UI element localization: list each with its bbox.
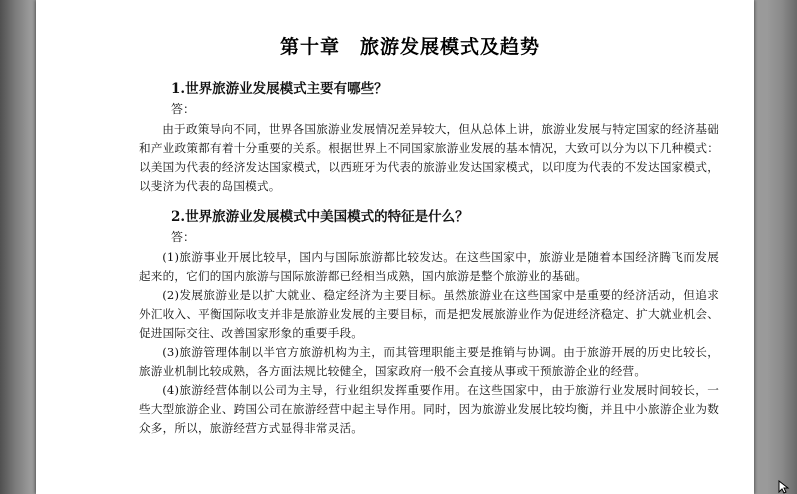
- page-content: [139, 80, 719, 438]
- answer-paragraph: 由于政策导向不同，世界各国旅游业发展情况差异较大，但从总体上讲，旅游业发展与特定国家的经济基础和产业政策都有着十分重要的关系。根据世界上不同国家旅游业发展的基本情况，大致可以分为以下几种模式：以美国为代表的经济发达国家模式，以西班牙为代表的旅游业发达国家模式，以印度为代表的不发达国家模式，以斐济为代表的岛国模式。: [139, 122, 719, 193]
- question-heading: 1.世界旅游业发展模式主要有哪些？: [171, 81, 388, 97]
- answer-label: 答：: [171, 230, 196, 244]
- chapter-title: 第十章 旅游发展模式及趋势: [279, 36, 540, 58]
- answer-paragraph: (3)旅游管理体制以半官方旅游机构为主，而其管理职能主要是推销与协调。由于旅游开展的历史比较长，旅游业机制比较成熟，各方面法规比较健全，国家政府一般不会直接从事或干预旅游企业的经营。: [139, 345, 719, 378]
- answer-paragraph: (1)旅游事业开展比较早，国内与国际旅游都比较发达。在这些国家中，旅游业是随着本国经济腾飞而发展起来的，它们的国内旅游与国际旅游都已经相当成熟，国内旅游是整个旅游业的基础。: [139, 250, 719, 283]
- section-gap: [139, 196, 719, 208]
- question-heading: 2.世界旅游业发展模式中美国模式的特征是什么？: [171, 209, 469, 225]
- answer-paragraph: (4)旅游经营体制以公司为主导，行业组织发挥重要作用。在这些国家中，由于旅游行业发展时间较长，一些大型旅游企业、跨国公司在旅游经营中起主导作用。同时，因为旅游业发展比较均衡，并且中小旅游企业为数众多，所以，旅游经营方式显得非常灵活。: [139, 383, 719, 435]
- section-1: [139, 80, 719, 196]
- mouse-pointer-icon: [778, 480, 790, 494]
- answer-paragraph: (2)发展旅游业是以扩大就业、稳定经济为主要目标。虽然旅游业在这些国家中是重要的经济活动，但追求外汇收入、平衡国际收支并非是旅游业发展的主要目标，而是把发展旅游业作为促进经济稳定、扩大就业机会、促进国际交往、改善国家形象的重要手段。: [139, 288, 719, 340]
- document-page[interactable]: [36, 0, 754, 494]
- section-2: [139, 208, 719, 438]
- answer-label: 答：: [171, 102, 196, 116]
